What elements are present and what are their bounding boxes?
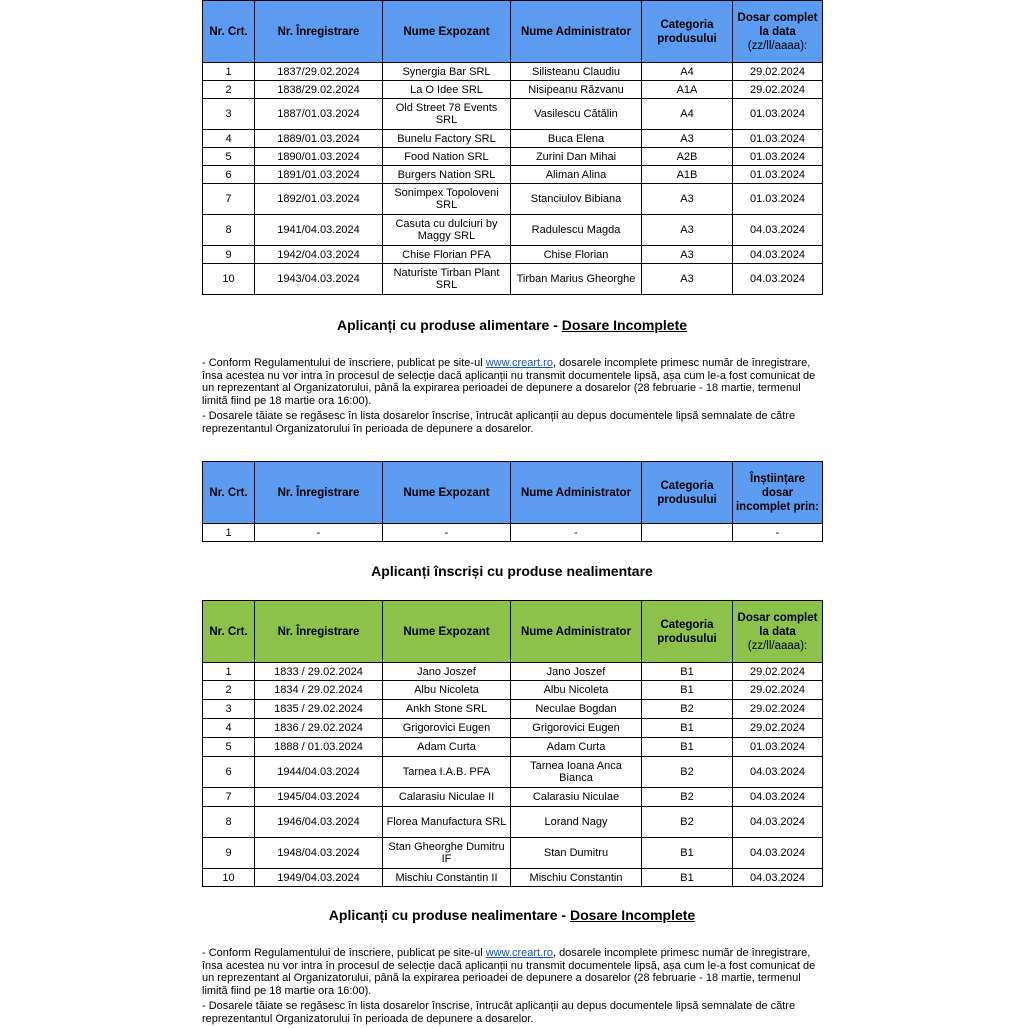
table-header-row	[203, 601, 823, 663]
cell-nr-crt: 6	[203, 166, 255, 184]
note1-after: , dosarele incomplete primesc număr de înregistrare, însa acestea nu vor intra în procesul de selecție dacă aplicanții nu transmit documentele lipsă, așa cum le-a fost comunicat de un reprezentant al Organizatorului, până la expirarea perioadei de depunere a dosarelor (28 februarie - 18 martie, termenul limită fiind pe 18 martie ora 16:00).	[202, 357, 816, 407]
table-header-row	[203, 1, 823, 63]
cell-category: A3	[642, 215, 733, 246]
cell-nr-crt: 1	[203, 663, 255, 681]
note1-before: - Conform Regulamentului de înscriere, publicat pe site-ul	[202, 357, 486, 369]
food-incomplete-title-prefix: Aplicanți cu produse alimentare -	[336, 317, 562, 333]
table-header-row	[203, 462, 823, 524]
cell-nr-crt: 5	[203, 738, 255, 757]
cell-date: 01.03.2024	[733, 738, 823, 757]
cell-nr-crt: 1	[203, 524, 255, 542]
cell-date: 29.02.2024	[733, 81, 823, 99]
table-row	[203, 148, 823, 166]
cell-category: B1	[642, 838, 733, 869]
cell-administrator: Zurini Dan Mihai	[511, 148, 642, 166]
cell-administrator: Grigorovici Eugen	[511, 719, 642, 738]
table-row	[203, 81, 823, 99]
cell-category: A4	[642, 63, 733, 81]
col-header-administrator: Nume Administrator	[511, 601, 642, 663]
food-incomplete-heading	[202, 316, 822, 334]
cell-category: A3	[642, 246, 733, 264]
cell-date: 01.03.2024	[733, 184, 823, 215]
cell-exhibitor: Florea Manufactura SRL	[383, 807, 511, 838]
cell-date: 29.02.2024	[733, 719, 823, 738]
cell-registration: 1833 / 29.02.2024	[255, 663, 383, 681]
cell-category: A1B	[642, 166, 733, 184]
cell-administrator: Chise Florian	[511, 246, 642, 264]
cell-date: 04.03.2024	[733, 807, 823, 838]
cell-administrator: Aliman Alina	[511, 166, 642, 184]
nonfood-complete-body	[203, 663, 823, 887]
cell-registration: 1946/04.03.2024	[255, 807, 383, 838]
creart-link[interactable]: www.creart.ro	[485, 947, 553, 959]
table-row	[203, 838, 823, 869]
cell-nr-crt: 1	[203, 63, 255, 81]
nonfood-incomplete-heading	[202, 906, 822, 924]
cell-registration: 1949/04.03.2024	[255, 869, 383, 887]
note-paragraph-1	[202, 947, 822, 997]
nonfood-incomplete-title-link: Dosare Incomplete	[569, 907, 696, 923]
cell-registration: 1835 / 29.02.2024	[255, 700, 383, 719]
cell-exhibitor: Old Street 78 Events SRL	[383, 99, 511, 130]
cell-administrator: Radulescu Magda	[511, 215, 642, 246]
cell-exhibitor: Ankh Stone SRL	[383, 700, 511, 719]
table-row	[203, 166, 823, 184]
cell-exhibitor: Bunelu Factory SRL	[383, 130, 511, 148]
cell-registration: 1890/01.03.2024	[255, 148, 383, 166]
cell-administrator: Nisipeanu Răzvanu	[511, 81, 642, 99]
cell-date: 04.03.2024	[733, 246, 823, 264]
cell-nr-crt: 10	[203, 869, 255, 887]
cell-category: B2	[642, 807, 733, 838]
col-header-exhibitor: Nume Expozant	[383, 1, 511, 63]
col-header-registration: Nr. Înregistrare	[255, 601, 383, 663]
table-row	[203, 663, 823, 681]
cell-exhibitor: Albu Nicoleta	[383, 681, 511, 700]
col-header-complete-date	[733, 1, 823, 63]
cell-nr-crt: 6	[203, 757, 255, 788]
table-row	[203, 681, 823, 700]
food-incomplete-table	[202, 461, 823, 542]
cell-category: A3	[642, 184, 733, 215]
cell-exhibitor: Naturiste Tirban Plant SRL	[383, 264, 511, 295]
col-header-category: Categoria produsului	[642, 462, 733, 524]
cell-administrator: Buca Elena	[511, 130, 642, 148]
cell-registration: 1892/01.03.2024	[255, 184, 383, 215]
note1-after: , dosarele incomplete primesc număr de înregistrare, însa acestea nu vor intra în procesul de selecție dacă aplicanții nu transmit documentele lipsă, așa cum le-a fost comunicat de un reprezentant al Organizatorului, până la expirarea perioadei de depunere a dosarelor (28 februarie - 18 martie, termenul limită fiind pe 18 martie ora 16:00).	[202, 947, 816, 997]
cell-administrator: Tarnea Ioana Anca Bianca	[511, 757, 642, 788]
cell-date: 01.03.2024	[733, 166, 823, 184]
cell-exhibitor: Sonimpex Topoloveni SRL	[383, 184, 511, 215]
cell-exhibitor: Burgers Nation SRL	[383, 166, 511, 184]
table-row	[203, 99, 823, 130]
col-header-category: Categoria produsului	[642, 1, 733, 63]
cell-exhibitor: Chise Florian PFA	[383, 246, 511, 264]
cell-registration: 1891/01.03.2024	[255, 166, 383, 184]
col-header-category: Categoria produsului	[642, 601, 733, 663]
cell-registration: 1945/04.03.2024	[255, 788, 383, 807]
cell-exhibitor: Calarasiu Niculae II	[383, 788, 511, 807]
cell-registration: 1834 / 29.02.2024	[255, 681, 383, 700]
cell-administrator: -	[511, 524, 642, 542]
cell-administrator: Calarasiu Niculae	[511, 788, 642, 807]
table-row	[203, 719, 823, 738]
table-row	[203, 184, 823, 215]
date-format-label: (zz/ll/aaaa):	[747, 39, 808, 52]
cell-nr-crt: 9	[203, 838, 255, 869]
food-complete-body	[203, 63, 823, 295]
cell-category: A4	[642, 99, 733, 130]
cell-nr-crt: 8	[203, 215, 255, 246]
cell-administrator: Stanciulov Bibiana	[511, 184, 642, 215]
cell-administrator: Mischiu Constantin	[511, 869, 642, 887]
cell-category: B1	[642, 738, 733, 757]
cell-nr-crt: 10	[203, 264, 255, 295]
cell-exhibitor: Food Nation SRL	[383, 148, 511, 166]
cell-exhibitor: Tarnea I.A.B. PFA	[383, 757, 511, 788]
table-row	[203, 246, 823, 264]
cell-registration: -	[255, 524, 383, 542]
col-header-nr-crt: Nr. Crt.	[203, 462, 255, 524]
cell-date: 29.02.2024	[733, 663, 823, 681]
cell-date: 04.03.2024	[733, 838, 823, 869]
table-row	[203, 738, 823, 757]
cell-nr-crt: 8	[203, 807, 255, 838]
nonfood-incomplete-notes	[202, 947, 822, 1028]
table-row	[203, 757, 823, 788]
nonfood-complete-heading: Aplicanți înscriși cu produse nealimentare	[371, 563, 653, 579]
cell-administrator: Lorand Nagy	[511, 807, 642, 838]
food-incomplete-title-link: Dosare Incomplete	[561, 317, 688, 333]
cell-exhibitor: Jano Joszef	[383, 663, 511, 681]
cell-exhibitor: Adam Curta	[383, 738, 511, 757]
cell-category: A2B	[642, 148, 733, 166]
complete-date-label: Dosar complet la data	[737, 611, 818, 638]
cell-nr-crt: 9	[203, 246, 255, 264]
cell-registration: 1836 / 29.02.2024	[255, 719, 383, 738]
col-header-registration: Nr. Înregistrare	[255, 1, 383, 63]
cell-administrator: Tirban Marius Gheorghe	[511, 264, 642, 295]
cell-date: 01.03.2024	[733, 130, 823, 148]
table-row	[203, 807, 823, 838]
cell-nr-crt: 3	[203, 99, 255, 130]
cell-exhibitor: La O Idee SRL	[383, 81, 511, 99]
cell-registration: 1887/01.03.2024	[255, 99, 383, 130]
cell-administrator: Vasilescu Cătălin	[511, 99, 642, 130]
complete-date-label: Dosar complet la data	[737, 11, 818, 38]
cell-category: B1	[642, 869, 733, 887]
cell-nr-crt: 2	[203, 81, 255, 99]
cell-exhibitor: Casuta cu dulciuri by Maggy SRL	[383, 215, 511, 246]
cell-nr-crt: 2	[203, 681, 255, 700]
cell-category: B2	[642, 788, 733, 807]
cell-date: 29.02.2024	[733, 681, 823, 700]
cell-category: B1	[642, 663, 733, 681]
cell-registration: 1888 / 01.03.2024	[255, 738, 383, 757]
table-row	[203, 869, 823, 887]
table-row	[203, 215, 823, 246]
cell-exhibitor: Stan Gheorghe Dumitru IF	[383, 838, 511, 869]
table-row	[203, 700, 823, 719]
note1-before: - Conform Regulamentului de înscriere, publicat pe site-ul	[202, 947, 486, 959]
date-format-label: (zz/ll/aaaa):	[747, 639, 808, 652]
cell-nr-crt: 5	[203, 148, 255, 166]
cell-category: A1A	[642, 81, 733, 99]
cell-exhibitor: Grigorovici Eugen	[383, 719, 511, 738]
cell-date: 29.02.2024	[733, 63, 823, 81]
col-header-notified-by: Înștiințare dosar incomplet prin:	[733, 462, 823, 524]
cell-exhibitor: -	[383, 524, 511, 542]
note-paragraph-1	[202, 357, 822, 407]
cell-category: A3	[642, 130, 733, 148]
cell-administrator: Silisteanu Claudiu	[511, 63, 642, 81]
cell-registration: 1838/29.02.2024	[255, 81, 383, 99]
food-complete-table	[202, 0, 823, 295]
table-row	[203, 524, 823, 542]
cell-nr-crt: 4	[203, 719, 255, 738]
col-header-exhibitor: Nume Expozant	[383, 462, 511, 524]
nonfood-complete-table	[202, 600, 823, 887]
cell-administrator: Albu Nicoleta	[511, 681, 642, 700]
col-header-nr-crt: Nr. Crt.	[203, 601, 255, 663]
cell-administrator: Adam Curta	[511, 738, 642, 757]
cell-nr-crt: 3	[203, 700, 255, 719]
cell-administrator: Stan Dumitru	[511, 838, 642, 869]
cell-date: 04.03.2024	[733, 788, 823, 807]
col-header-complete-date	[733, 601, 823, 663]
cell-registration: 1941/04.03.2024	[255, 215, 383, 246]
cell-category	[642, 524, 733, 542]
cell-category: B2	[642, 700, 733, 719]
cell-administrator: Jano Joszef	[511, 663, 642, 681]
cell-date: 04.03.2024	[733, 215, 823, 246]
nonfood-incomplete-title-prefix: Aplicanți cu produse nealimentare -	[328, 907, 570, 923]
table-row	[203, 63, 823, 81]
cell-administrator: Neculae Bogdan	[511, 700, 642, 719]
cell-date: 29.02.2024	[733, 700, 823, 719]
cell-category: B1	[642, 681, 733, 700]
col-header-registration: Nr. Înregistrare	[255, 462, 383, 524]
cell-category: B1	[642, 719, 733, 738]
cell-exhibitor: Mischiu Constantin II	[383, 869, 511, 887]
col-header-nr-crt: Nr. Crt.	[203, 1, 255, 63]
cell-date: 04.03.2024	[733, 757, 823, 788]
col-header-administrator: Nume Administrator	[511, 462, 642, 524]
table-row	[203, 130, 823, 148]
cell-date: 04.03.2024	[733, 264, 823, 295]
food-incomplete-body	[203, 524, 823, 542]
cell-registration: 1944/04.03.2024	[255, 757, 383, 788]
note-paragraph-2: - Dosarele tăiate se regăsesc în lista dosarelor înscrise, întrucât aplicanții au depus documentele lipsă semnalate de către reprezentantul Organizatorului în perioada de depunere a dosarelor.	[202, 410, 796, 435]
note-paragraph-2: - Dosarele tăiate se regăsesc în lista dosarelor înscrise, întrucât aplicanții au depus documentele lipsă semnalate de către reprezentantul Organizatorului în perioada de depunere a dosarelor.	[202, 1000, 796, 1025]
cell-registration: 1889/01.03.2024	[255, 130, 383, 148]
creart-link[interactable]: www.creart.ro	[485, 357, 553, 369]
cell-nr-crt: 7	[203, 184, 255, 215]
col-header-administrator: Nume Administrator	[511, 1, 642, 63]
cell-category: B2	[642, 757, 733, 788]
cell-registration: 1942/04.03.2024	[255, 246, 383, 264]
table-row	[203, 264, 823, 295]
table-row	[203, 788, 823, 807]
cell-registration: 1837/29.02.2024	[255, 63, 383, 81]
food-incomplete-notes	[202, 357, 822, 438]
cell-category: A3	[642, 264, 733, 295]
col-header-exhibitor: Nume Expozant	[383, 601, 511, 663]
cell-nr-crt: 7	[203, 788, 255, 807]
cell-nr-crt: 4	[203, 130, 255, 148]
cell-date: 01.03.2024	[733, 148, 823, 166]
cell-exhibitor: Synergia Bar SRL	[383, 63, 511, 81]
cell-date: 04.03.2024	[733, 869, 823, 887]
cell-date: 01.03.2024	[733, 99, 823, 130]
cell-registration: 1948/04.03.2024	[255, 838, 383, 869]
cell-registration: 1943/04.03.2024	[255, 264, 383, 295]
cell-date: -	[733, 524, 823, 542]
